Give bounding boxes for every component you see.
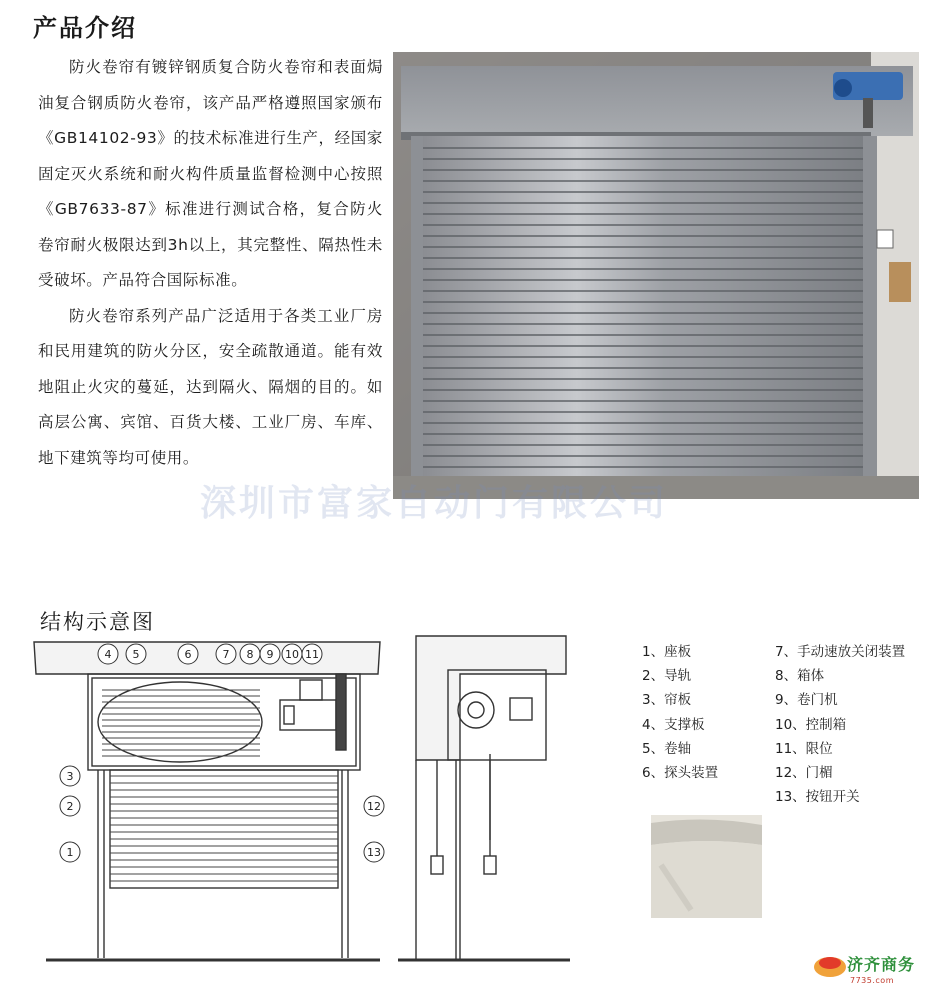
legend-item: 5、卷轴 bbox=[642, 740, 692, 757]
material-sample-photo bbox=[651, 815, 762, 918]
logo-url: 7735.com bbox=[850, 976, 894, 985]
legend-item: 11、限位 bbox=[775, 740, 833, 757]
intro-paragraph-2: 防火卷帘系列产品广泛适用于各类工业厂房和民用建筑的防火分区，安全疏散通道。能有效地阻止火灾的蔓延，达到隔火、隔烟的目的。如高层公寓、宾馆、百货大楼、工业厂房、车库、地下建筑等均可使用。 bbox=[38, 306, 383, 467]
legend-right bbox=[775, 640, 905, 809]
callout-label: 6 bbox=[184, 648, 192, 661]
legend-item: 9、卷门机 bbox=[775, 692, 838, 709]
callout-label: 7 bbox=[222, 648, 230, 661]
callout-label: 10 bbox=[285, 648, 299, 661]
callout-label: 9 bbox=[266, 648, 274, 661]
callout-label: 13 bbox=[367, 846, 381, 859]
legend-item: 1、座板 bbox=[642, 644, 692, 660]
callout-label: 4 bbox=[104, 648, 112, 661]
callout-label: 12 bbox=[367, 800, 381, 813]
callout-label: 5 bbox=[132, 648, 140, 661]
legend-item: 2、导轨 bbox=[642, 668, 692, 685]
product-photo bbox=[393, 52, 919, 499]
section-title: 产品介绍 bbox=[33, 14, 137, 42]
legend-item: 3、帘板 bbox=[642, 692, 692, 709]
callout-label: 8 bbox=[246, 648, 254, 661]
legend-item: 12、门楣 bbox=[775, 765, 833, 782]
legend-item: 6、探头装置 bbox=[642, 765, 719, 782]
intro-paragraph-1: 防火卷帘有镀锌钢质复合防火卷帘和表面焗油复合钢质防火卷帘，该产品严格遵照国家颁布《GB14102-93》的技术标准进行生产，经国家固定灭火系统和耐火构件质量监督检测中心按照《GB7633-87》标准进行测试合格，复合防火卷帘耐火极限达到3h以上，其完整性、隔热性未受破坏。产品符合国际标准。 bbox=[38, 58, 383, 289]
photo-watermark: 深圳市富家自动门有限公司 bbox=[200, 482, 669, 524]
legend-left bbox=[642, 640, 718, 785]
callout-label: 1 bbox=[66, 846, 74, 859]
callout-label: 3 bbox=[66, 770, 74, 783]
legend-item: 10、控制箱 bbox=[775, 716, 847, 733]
legend-item: 13、按钮开关 bbox=[775, 789, 860, 806]
product-description bbox=[38, 50, 383, 476]
logo-name: 济齐商务 bbox=[847, 955, 916, 974]
callout-label: 11 bbox=[305, 648, 319, 661]
legend-item: 4、支撑板 bbox=[642, 716, 705, 733]
legend-item: 8、箱体 bbox=[775, 668, 825, 685]
diagram-title: 结构示意图 bbox=[40, 610, 155, 634]
structure-diagram bbox=[30, 630, 630, 970]
legend-item: 7、手动速放关闭装置 bbox=[775, 644, 906, 660]
callout-label: 2 bbox=[66, 800, 74, 813]
